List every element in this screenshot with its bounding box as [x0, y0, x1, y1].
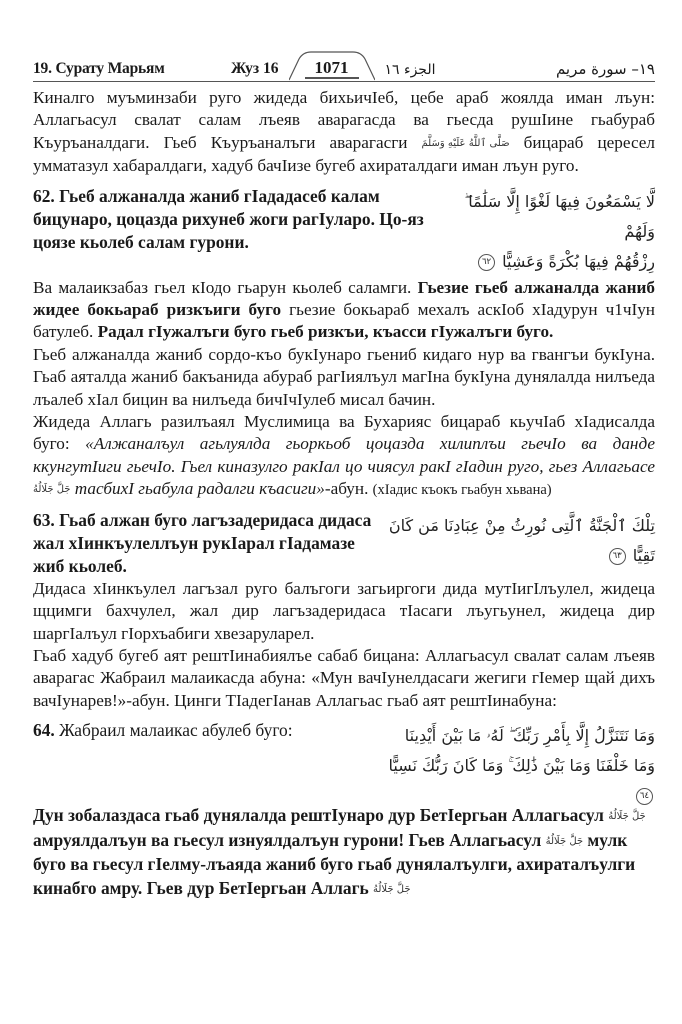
verse-63-arabic: [385, 509, 655, 571]
verse-64-translation-head: [33, 719, 358, 742]
commentary-62-paragraph-1: Ва малаикзабаз гьел кIодо гьарун кьолеб саламги. Гьезие гьеб алжаналда жаниб жидее бокьараб ризкъиги буго гьезие бокьараб мехалъ аскIоб хIадурун ч1чIун батулеб. Радал гIужалъги буго гьеб ризкъи, къасси гIужалъги буго.: [33, 277, 656, 342]
surah-title-cyrillic: 19. Сурату Марьям: [33, 60, 165, 77]
verse-62-translation: 62. Гьеб алжаналда жаниб гIададасеб калам бицунаро, цоцазда рихунеб жоги рагIуларо. Цо-яз цоязе кьолеб салам гурони.: [33, 185, 424, 252]
verse-64-intro: 64. Жабраил малаикас абулеб буго:: [33, 720, 293, 741]
salawat-ligature-icon: صَلَّى ٱللَّهُ عَلَيْهِ وَسَلَّمَ: [421, 137, 510, 149]
page-header-center: [231, 55, 436, 78]
verse-62-arabic: [440, 185, 655, 277]
verse-64-translation: Дун зобалаздаса гьаб дунялалда рештIунаро дур БетIергьан Аллагьасул جَلَّ جَلَالُهُ амруялдалъун ва гьесул изнуялдалъун гурони! Гьев Аллагьасул جَلَّ جَلَالُهُ мулк буго ва гьесул гIелму-лъаяда жаниб буго гьаб дунялалъулги, ахираталъулги кинабго амру. Гьев дур БетIергьан Аллагь جَلَّ جَلَالُهُ: [33, 804, 655, 901]
verse-64-arabic-line-2: وَمَا خَلْفَنَا وَمَا بَيْنَ ذَٰلِكَ ۚ وَمَا كَانَ رَبُّكَ نَسِيًّا ٦٤: [375, 751, 655, 811]
juz-label-cyrillic: Жуз 16: [231, 60, 279, 77]
surah-title-arabic: ١٩– سورة مريم: [555, 60, 655, 78]
juz-label-arabic: الجزء ١٦: [384, 62, 436, 78]
verse-64-translation-wrap: [33, 781, 368, 804]
intro-text-a: Киналго муъминзаби руго жидеда бихьичIеб, цебе араб жоялда иман лъун: Аллагьасул свалат салам лъеяв аварагасда ва гьесда рушIине гьабураб Къуръаналдаги. Гьеб Къуръаналъги аварагасги: [33, 88, 655, 152]
verse-62-arabic-line-2: رِزْقُهُمْ فِيهَا بُكْرَةً وَعَشِيًّا ٦٢: [440, 247, 655, 277]
intro-paragraph: [33, 87, 655, 178]
commentary-63-paragraph-1: Дидаса хIинкъулел лагъзал руго балъгоги загьиргоги дида мутIигIлъулел, жидеца щцимги бахчулел, жал дир лагъзадеридаса тIасаги лъугьунел, жидеца дир шаргIалъул гIорхъабиги хвезаруларел.: [33, 578, 655, 643]
verse-63-translation: 63. Гьаб алжан буго лагъзадеридаса дидаса жал хIинкъулеллъун рукIарал гIадамазе жиб кьолеб.: [33, 509, 372, 576]
page-number-box: [289, 55, 375, 81]
intro-text-b: бицараб цересел умматазул хабаралдаги, хадуб бачIизе бугеб ахираталдаги иман лъун руго.: [33, 132, 655, 176]
verse-63: [33, 509, 655, 578]
jalla-jalaluhu-ligature-icon: جَلَّ جَلَالُهُ: [373, 883, 411, 895]
commentary-63-paragraph-2: Гьаб хадуб бугеб аят рештIинабиялъе сабаб бицана: Аллагьасул свалат салам лъеяв аварагас Жабраил малаикасда абуна: «Мун вачIунелдасаги жегиги гIемер щай дихъ вачIунарев!»-абун. Цинги ТIадегIанав Аллагьас гьаб аят рештIинабуна:: [33, 645, 655, 710]
jalla-jalaluhu-ligature-icon: جَلَّ جَلَالُهُ: [33, 484, 71, 496]
verse-63-arabic-line-2: تَقِيًّا ٦٣: [385, 541, 655, 571]
commentary-62-paragraph-2: Гьеб алжаналда жаниб сордо-къо букIунаро гьениб кидаго нур ва гвангъи букIуна. Гьаб аяталда жаниб бакъанида абураб рагIиялъул магIна букIуна дунялалда нилъеда лъалеб хIал бицин ва нилъеда бичIчIулеб мисал бачин.: [33, 344, 655, 409]
jalla-jalaluhu-ligature-icon: جَلَّ جَلَالُهُ: [545, 835, 584, 847]
book-page: [33, 56, 655, 901]
page-body: [33, 87, 655, 901]
verse-62: [33, 185, 655, 277]
ayah-number-icon: ٦٤: [636, 788, 653, 805]
verse-64-arabic-line-1: وَمَا نَتَنَزَّلُ إِلَّا بِأَمْرِ رَبِّكَ ۖ لَهُۥ مَا بَيْنَ أَيْدِينَا: [404, 726, 655, 746]
verse-64-arabic: [375, 719, 655, 811]
verse-62-arabic-line-1: لَّا يَسْمَعُونَ فِيهَا لَغْوًا إِلَّا سَلَٰمًا ۖ وَلَهُمْ: [464, 191, 655, 241]
verse-63-arabic-line-1: تِلْكَ ٱلْجَنَّةُ ٱلَّتِى نُورِثُ مِنْ عِبَادِنَا مَن كَانَ: [388, 515, 655, 535]
jalla-jalaluhu-ligature-icon: جَلَّ جَلَالُهُ: [608, 811, 646, 823]
commentary-62-paragraph-3: Жидеда Аллагь разилъаял Муслимица ва Бухарияс бицараб кьучIаб хIадисалда буго: «Алжаналъул агьлуялда гьоркьоб цоцазда хилиплъи гьечIо ва данде ккунгутIиги гьечIо. Гьел киназулго ракIал цо чиясул ракI гIадин руго, гьез Аллагьасе جَلَّ جَلَالُهُ тасбихI гьабула радалги къасиги»-абун. (хIадис къокъ гьабун хьвана): [33, 411, 655, 502]
page-number: 1071: [305, 58, 359, 79]
ayah-number-icon: ٦٣: [609, 548, 626, 565]
hadith-note: (хIадис къокъ гьабун хьвана): [372, 482, 552, 499]
ayah-number-icon: ٦٢: [478, 254, 495, 271]
page-header: [33, 56, 655, 82]
